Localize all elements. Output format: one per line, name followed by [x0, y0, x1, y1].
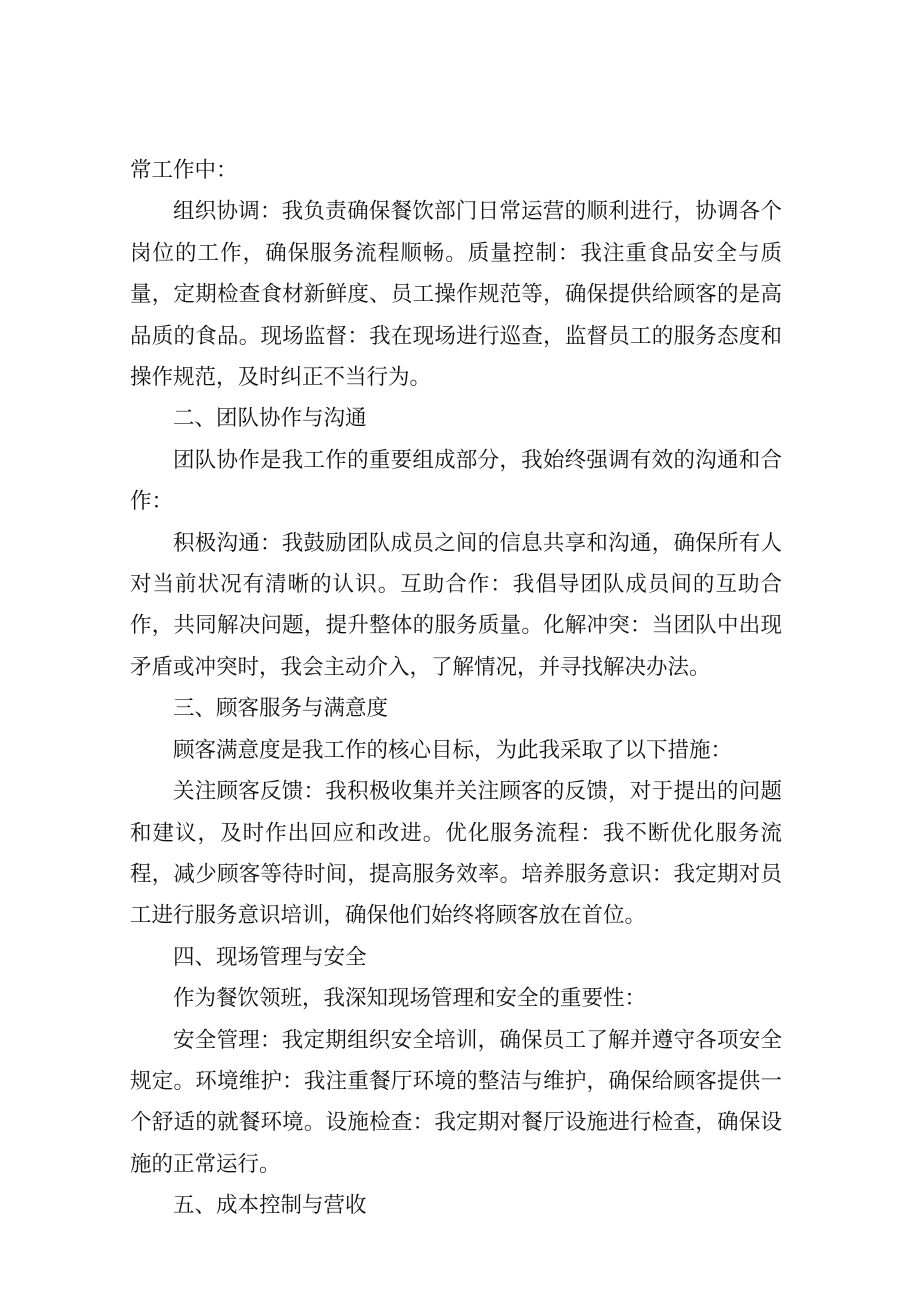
paragraph-customer-detail: 关注顾客反馈：我积极收集并关注顾客的反馈，对于提出的问题和建议，及时作出回应和改进。优化服务流程：我不断优化服务流程，减少顾客等待时间，提高服务效率。培养服务意识：我定期对员工进行服务意识培训，确保他们始终将顾客放在首位。 — [130, 779, 782, 929]
paragraph-organization: 组织协调：我负责确保餐饮部门日常运营的顺利进行，协调各个岗位的工作，确保服务流程顺畅。质量控制：我注重食品安全与质量，定期检查食材新鲜度、员工操作规范等，确保提供给顾客的是高品质的食品。现场监督：我在现场进行巡查，监督员工的服务态度和操作规范，及时纠正不当行为。 — [130, 199, 782, 391]
paragraph-customer-intro: 顾客满意度是我工作的核心目标，为此我采取了以下措施： — [173, 737, 733, 763]
paragraph-site-intro: 作为餐饮领班，我深知现场管理和安全的重要性： — [173, 986, 647, 1012]
section-heading-site-management: 四、现场管理与安全 — [173, 944, 367, 970]
paragraph-teamwork-detail: 积极沟通：我鼓励团队成员之间的信息共享和沟通，确保所有人对当前状况有清晰的认识。互助合作：我倡导团队成员间的互助合作，共同解决问题，提升整体的服务质量。化解冲突：当团队中出现矛盾或冲突时，我会主动介入，了解情况，并寻找解决办法。 — [130, 530, 782, 680]
section-heading-teamwork: 二、团队协作与沟通 — [173, 406, 367, 432]
paragraph-teamwork-intro: 团队协作是我工作的重要组成部分，我始终强调有效的沟通和合作： — [130, 447, 782, 515]
section-heading-cost-control: 五、成本控制与营收 — [173, 1193, 367, 1219]
paragraph-site-detail: 安全管理：我定期组织安全培训，确保员工了解并遵守各项安全规定。环境维护：我注重餐厅环境的整洁与维护，确保给顾客提供一个舒适的就餐环境。设施检查：我定期对餐厅设施进行检查，确保设施的正常运行。 — [130, 1027, 782, 1177]
section-heading-customer-service: 三、顾客服务与满意度 — [173, 696, 389, 722]
document-body — [130, 150, 782, 1227]
paragraph-continuation: 常工作中： — [130, 158, 238, 183]
